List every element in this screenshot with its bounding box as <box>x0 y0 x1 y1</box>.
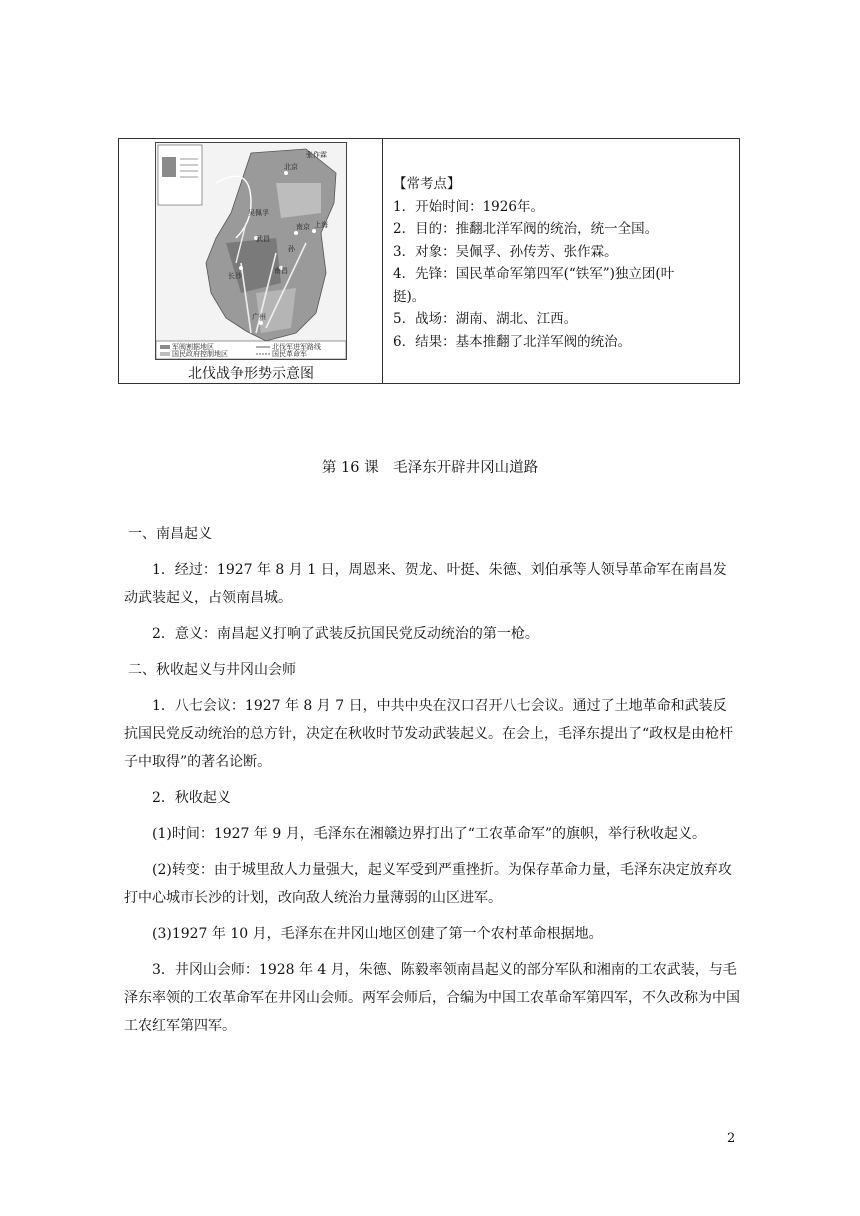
map-cell <box>119 139 383 383</box>
paragraph: (3)1927 年 10 月，毛泽东在井冈山地区创建了第一个农村革命根据地。 <box>152 926 603 942</box>
lesson-body <box>124 520 740 1048</box>
legend-label-warlord: 军阀割据地区 <box>172 343 214 351</box>
map-caption: 北伐战争形势示意图 <box>188 366 314 382</box>
paragraph: 1．经过：1927 年 8 月 1 日，周恩来、贺龙、叶挺、朱德、刘伯承等人领导革命军在南昌发动武装起义，占领南昌城。 <box>124 562 727 606</box>
key-point: 挺)。 <box>393 288 426 305</box>
map-label-zhang: 张作霖 <box>306 151 327 159</box>
map-label-sun: 孙 <box>288 245 295 253</box>
key-point: 5．战场：湖南、湖北、江西。 <box>393 311 578 327</box>
map-label-beijing: 北京 <box>284 163 298 171</box>
map-graphic <box>156 143 346 359</box>
page-number: 2 <box>727 1131 736 1146</box>
key-point: 1．开始时间：1926年。 <box>393 198 544 215</box>
paragraph: (2)转变：由于城里敌人力量强大，起义军受到严重挫折。为保存革命力量，毛泽东决定放弃攻打中心城市长沙的计划，改向敌人统治力量薄弱的山区进军。 <box>124 862 732 906</box>
info-table <box>118 138 740 384</box>
map-label-shanghai: 上海 <box>314 221 328 229</box>
map-label-nanjing: 南京 <box>296 223 310 231</box>
map-label-nanchang: 南昌 <box>274 267 288 275</box>
paragraph: 2．秋收起义 <box>152 790 231 806</box>
lesson-title: 第 16 课 毛泽东开辟井冈山道路 <box>321 460 539 476</box>
key-point: 6．结果：基本推翻了北洋军阀的统治。 <box>393 333 632 350</box>
map-label-guangzhou: 广州 <box>252 313 266 321</box>
legend-label-route: 北伐军进军路线 <box>272 343 321 351</box>
map-label-wuchang: 武昌 <box>256 235 270 243</box>
map-label-changsha: 长沙 <box>228 272 242 280</box>
key-point: 4．先锋：国民革命军第四军(“铁军”)独立团(叶 <box>393 266 675 282</box>
paragraph: 2．意义：南昌起义打响了武装反抗国民党反动统治的第一枪。 <box>152 626 539 642</box>
key-point: 2．目的：推翻北洋军阀的统治，统一全国。 <box>393 221 659 237</box>
northern-expedition-map <box>155 142 347 360</box>
paragraph: 3．井冈山会师：1928 年 4 月，朱德、陈毅率领南昌起义的部分军队和湘南的工农武装，与毛泽东率领的工农革命军在井冈山会师。两军会师后，合编为中国工农革命军第四军，不久改称为中国工农红军第四军。 <box>124 962 740 1034</box>
legend-label-army: 国民革命军 <box>272 350 307 358</box>
paragraph: 1．八七会议：1927 年 8 月 7 日，中共中央在汉口召开八七会议。通过了土地革命和武装反抗国民党反动统治的总方针，决定在秋收时节发动武装起义。在会上，毛泽东提出了“政权是由枪杆子中取得”的著名论断。 <box>124 698 734 770</box>
key-points-title: 【常考点】 <box>393 176 461 192</box>
section-heading: 一、南昌起义 <box>128 526 212 542</box>
section-heading: 二、秋收起义与井冈山会师 <box>128 662 296 678</box>
key-points-cell <box>383 139 739 383</box>
map-label-wu: 吴佩孚 <box>248 209 269 217</box>
key-point: 3．对象：吴佩孚、孙传芳、张作霖。 <box>393 243 618 260</box>
paragraph: (1)时间：1927 年 9 月，毛泽东在湘赣边界打出了“工农革命军”的旗帜，举行秋收起义。 <box>152 826 707 842</box>
legend-label-nationalist: 国民政府控制地区 <box>172 350 228 358</box>
